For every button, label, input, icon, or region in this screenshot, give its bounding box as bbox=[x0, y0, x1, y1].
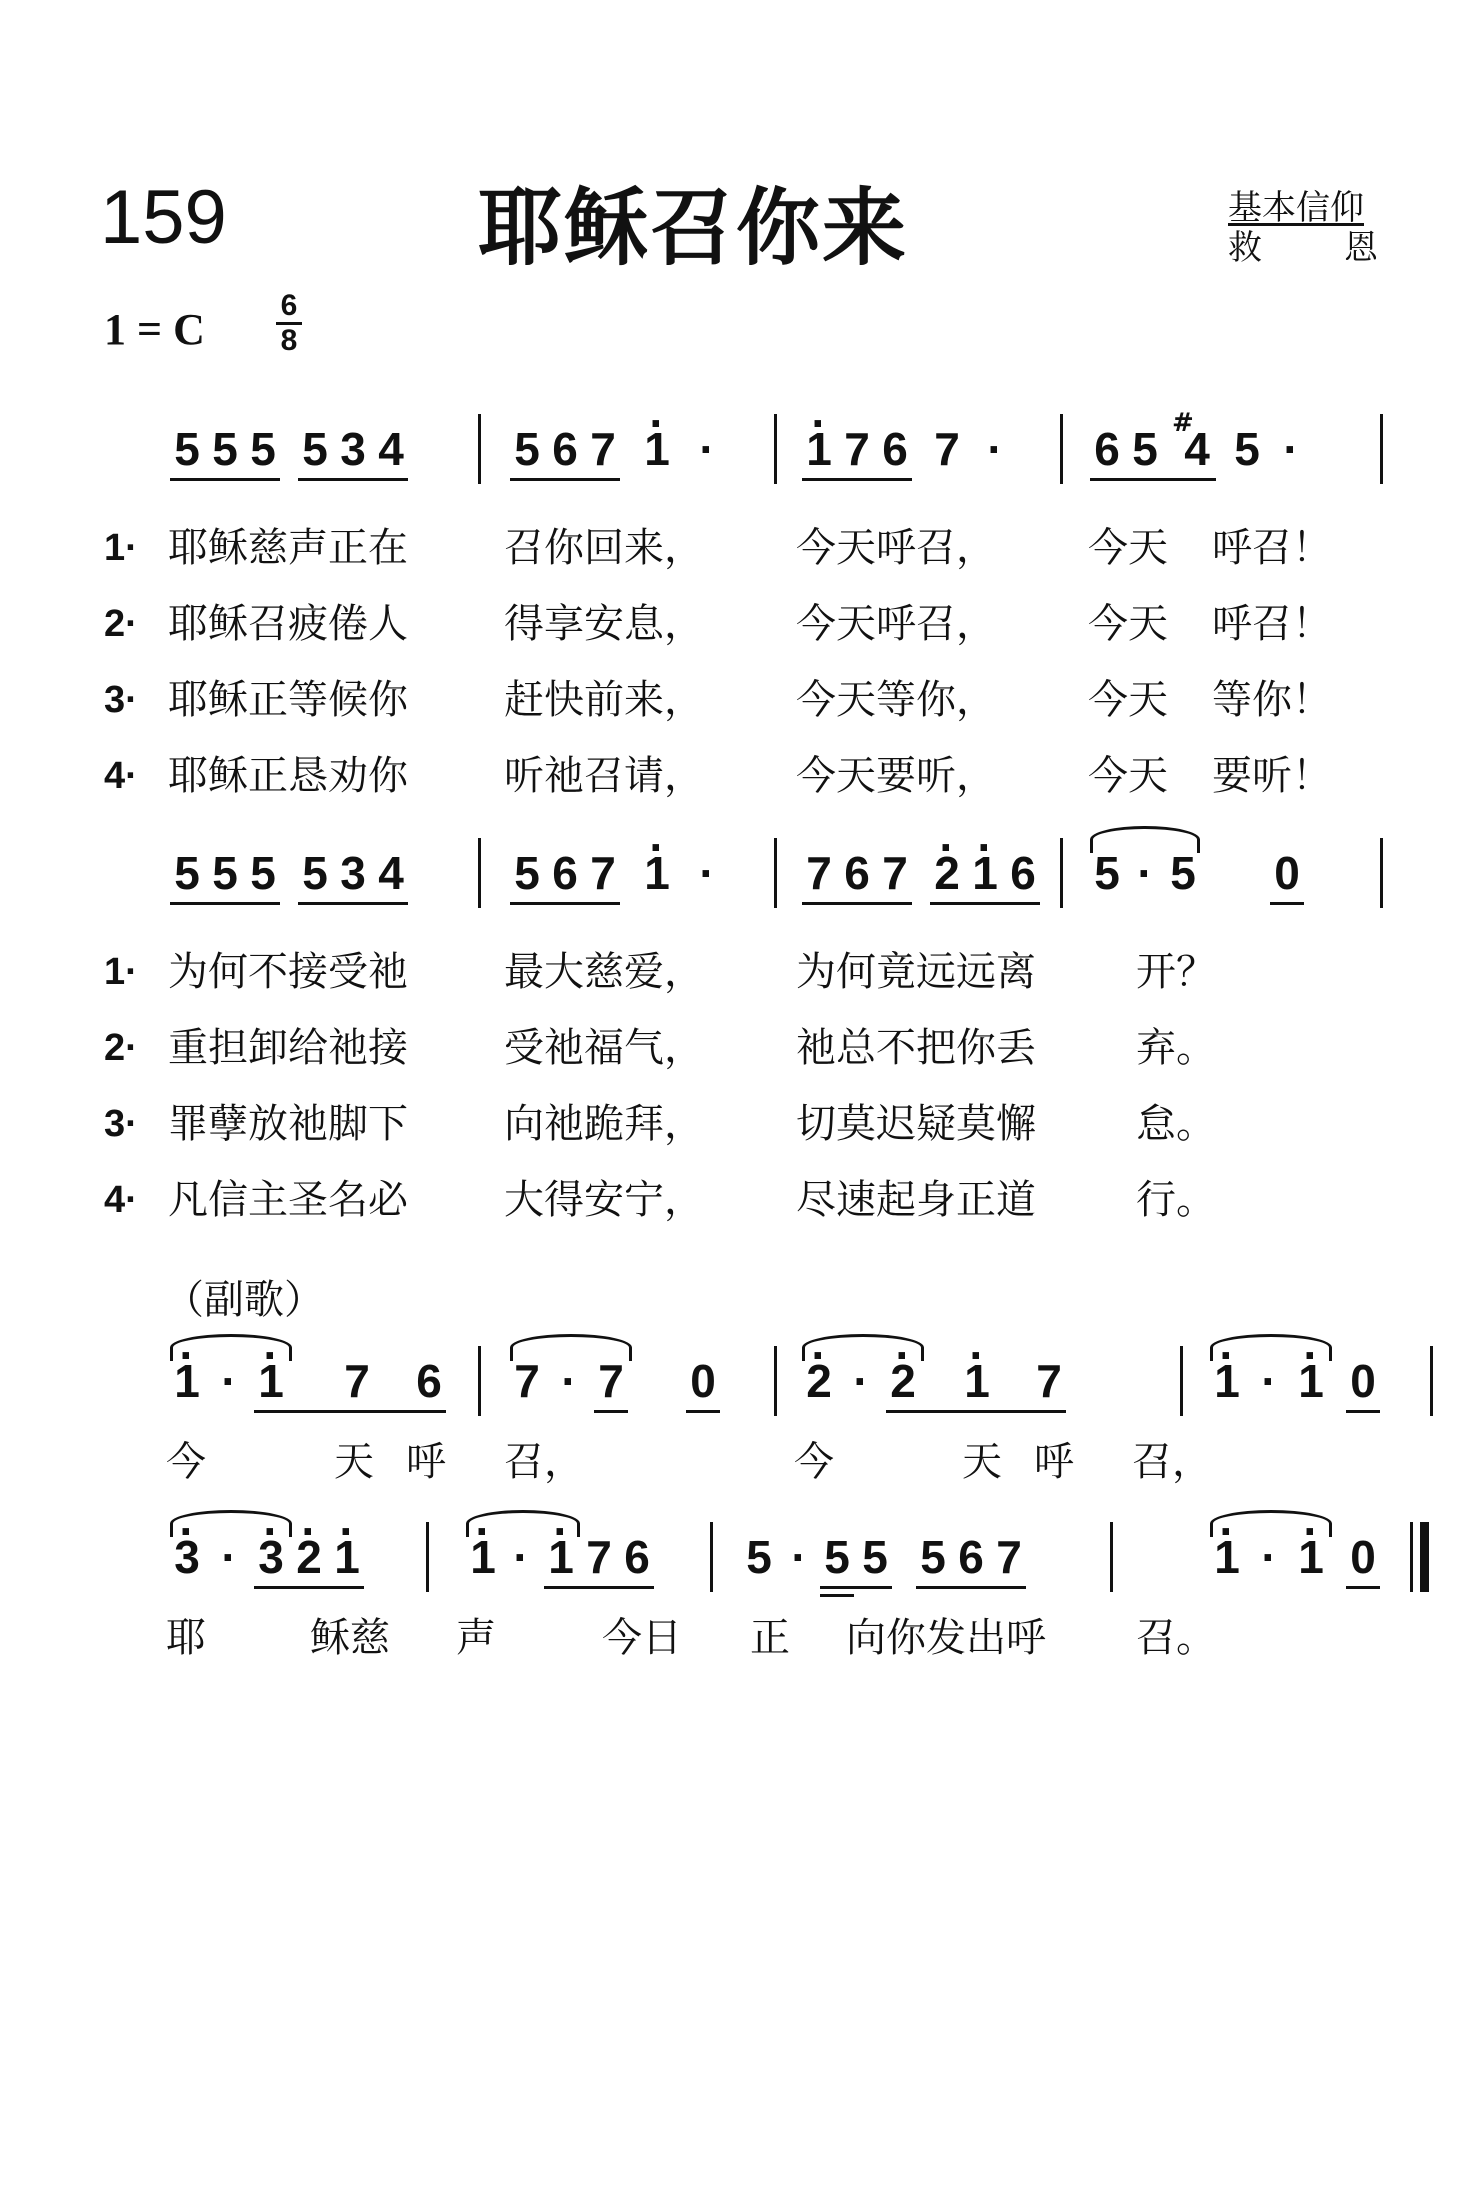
final-barline-thin bbox=[1410, 1522, 1413, 1592]
note: 6 bbox=[552, 847, 578, 899]
lyric-segment: 最大慈爱， bbox=[504, 949, 704, 995]
beam bbox=[298, 902, 408, 905]
note: · bbox=[221, 1531, 237, 1583]
note: · 1 bbox=[330, 1534, 364, 1580]
verse-number: 1· bbox=[104, 951, 138, 993]
beam bbox=[820, 1586, 892, 1589]
note: · bbox=[221, 1355, 237, 1407]
note: · 2 bbox=[930, 850, 964, 896]
note: · 1 bbox=[170, 1358, 204, 1404]
category-sub-a: 救 bbox=[1228, 228, 1262, 268]
lyric-segment: 切莫迟疑莫懈 bbox=[796, 1101, 1036, 1147]
barline bbox=[426, 1522, 429, 1592]
lyric-char: 呼 bbox=[406, 1439, 446, 1485]
chorus-label: （副歌） bbox=[164, 1277, 324, 1323]
note: 0 bbox=[1350, 1531, 1376, 1583]
lyric-char: 天 bbox=[334, 1439, 374, 1485]
note: 5 bbox=[1234, 423, 1260, 475]
note: · 1 bbox=[1294, 1358, 1328, 1404]
beam bbox=[1270, 902, 1304, 905]
note: 5 bbox=[302, 847, 328, 899]
beam bbox=[886, 1410, 1066, 1413]
note: · 1 bbox=[640, 850, 674, 896]
verse-number: 2· bbox=[104, 603, 138, 645]
lyric-segment: 呼召！ bbox=[1212, 601, 1332, 647]
category-sub-b: 恩 bbox=[1344, 228, 1378, 268]
verse-number: 1· bbox=[104, 527, 138, 569]
barline bbox=[1180, 1346, 1183, 1416]
beam bbox=[170, 478, 280, 481]
sharp-sign: # bbox=[1172, 408, 1194, 438]
barline bbox=[1430, 1346, 1433, 1416]
barline bbox=[1380, 838, 1383, 908]
note: · bbox=[791, 1531, 807, 1583]
note: · bbox=[1283, 423, 1299, 475]
lyric-char: 稣慈 bbox=[310, 1615, 390, 1661]
lyric-segment: 等你！ bbox=[1212, 677, 1332, 723]
note: 7 bbox=[996, 1531, 1022, 1583]
note: 5 bbox=[514, 423, 540, 475]
lyric-segment: 耶稣慈声正在 bbox=[168, 525, 408, 571]
lyric-char: 今 bbox=[794, 1439, 834, 1485]
lyric-segment: 尽速起身正道 bbox=[796, 1177, 1036, 1223]
lyric-char: 正 bbox=[750, 1615, 790, 1661]
barline bbox=[774, 1346, 777, 1416]
note: 5 bbox=[250, 423, 276, 475]
lyric-segment: 为何竟远远离 bbox=[796, 949, 1036, 995]
note: 7 bbox=[598, 1355, 624, 1407]
note: · bbox=[987, 423, 1003, 475]
time-bottom: 8 bbox=[280, 324, 298, 357]
note: · 1 bbox=[1294, 1534, 1328, 1580]
note: 4 bbox=[378, 423, 404, 475]
beam bbox=[802, 478, 912, 481]
beam bbox=[1090, 478, 1216, 481]
lyric-segment: 要听！ bbox=[1212, 753, 1332, 799]
barline bbox=[710, 1522, 713, 1592]
note: 6 bbox=[552, 423, 578, 475]
barline bbox=[1380, 414, 1383, 484]
lyric-char: 呼 bbox=[1034, 1439, 1074, 1485]
beam bbox=[254, 1586, 364, 1589]
note: 7 bbox=[344, 1355, 370, 1407]
note: 6 bbox=[1010, 847, 1036, 899]
note: · 1 bbox=[968, 850, 1002, 896]
lyric-segment: 开？ bbox=[1136, 949, 1216, 995]
category-sub bbox=[1228, 228, 1378, 268]
lyric-char: 向你发出呼 bbox=[846, 1615, 1046, 1661]
note: · bbox=[513, 1531, 529, 1583]
note: · bbox=[699, 423, 715, 475]
lyric-char: 召， bbox=[1132, 1439, 1212, 1485]
lyric-segment: 祂总不把你丢 bbox=[796, 1025, 1036, 1071]
note: 4 bbox=[378, 847, 404, 899]
note: · 1 bbox=[1210, 1358, 1244, 1404]
note: 5 bbox=[174, 847, 200, 899]
beam bbox=[170, 902, 280, 905]
note: 7 bbox=[514, 1355, 540, 1407]
note: 7 bbox=[586, 1531, 612, 1583]
note: · bbox=[699, 847, 715, 899]
note: 5 bbox=[212, 847, 238, 899]
note: 6 bbox=[844, 847, 870, 899]
note: 0 bbox=[1274, 847, 1300, 899]
note: · 1 bbox=[640, 426, 674, 472]
beam bbox=[686, 1410, 720, 1413]
note: · 1 bbox=[960, 1358, 994, 1404]
lyric-segment: 赶快前来， bbox=[504, 677, 704, 723]
beam bbox=[594, 1410, 628, 1413]
lyric-char: 今 bbox=[166, 1439, 206, 1485]
beam bbox=[510, 902, 620, 905]
note: 7 bbox=[590, 423, 616, 475]
note: 5 bbox=[250, 847, 276, 899]
note: · bbox=[1137, 847, 1153, 899]
lyric-char: 召。 bbox=[1136, 1615, 1216, 1661]
lyric-segment: 今天呼召， bbox=[796, 525, 996, 571]
lyric-segment: 凡信主圣名必 bbox=[168, 1177, 408, 1223]
note: · bbox=[853, 1355, 869, 1407]
time-signature bbox=[276, 289, 302, 357]
beam bbox=[930, 902, 1040, 905]
lyric-segment: 呼召！ bbox=[1212, 525, 1332, 571]
beam bbox=[820, 1594, 854, 1597]
note: · 2 bbox=[886, 1358, 920, 1404]
lyric-segment: 受祂福气， bbox=[504, 1025, 704, 1071]
beam bbox=[272, 1410, 446, 1413]
note: 6 bbox=[416, 1355, 442, 1407]
beam bbox=[802, 902, 912, 905]
hymn-title: 耶稣召你来 bbox=[478, 179, 909, 277]
lyric-segment: 今天 bbox=[1088, 525, 1168, 571]
note: · bbox=[1261, 1531, 1277, 1583]
final-barline-thick bbox=[1420, 1522, 1429, 1592]
category-main: 基本信仰 bbox=[1228, 188, 1364, 228]
note: 5 bbox=[174, 423, 200, 475]
note: 5 bbox=[1094, 847, 1120, 899]
lyric-segment: 今天 bbox=[1088, 677, 1168, 723]
barline bbox=[478, 838, 481, 908]
lyric-segment: 听祂召请， bbox=[504, 753, 704, 799]
barline bbox=[1060, 414, 1063, 484]
lyric-segment: 耶稣正恳劝你 bbox=[168, 753, 408, 799]
barline bbox=[774, 414, 777, 484]
time-top: 6 bbox=[280, 289, 298, 322]
note: · 1 bbox=[466, 1534, 500, 1580]
barline bbox=[478, 414, 481, 484]
note: 6 bbox=[1094, 423, 1120, 475]
lyric-segment: 弃。 bbox=[1136, 1025, 1216, 1071]
note: · 2 bbox=[292, 1534, 326, 1580]
lyric-segment: 向祂跪拜， bbox=[504, 1101, 704, 1147]
note: 5 bbox=[212, 423, 238, 475]
verse-number: 3· bbox=[104, 1103, 138, 1145]
lyric-char: 召， bbox=[504, 1439, 584, 1485]
note: 7 bbox=[882, 847, 908, 899]
note: 0 bbox=[690, 1355, 716, 1407]
note: · bbox=[561, 1355, 577, 1407]
note: 5 bbox=[746, 1531, 772, 1583]
note: 0 bbox=[1350, 1355, 1376, 1407]
note: · 1 bbox=[802, 426, 836, 472]
lyric-char: 今日 bbox=[602, 1615, 682, 1661]
lyric-segment: 今天要听， bbox=[796, 753, 996, 799]
note: 6 bbox=[882, 423, 908, 475]
lyric-segment: 得享安息， bbox=[504, 601, 704, 647]
lyric-segment: 今天等你， bbox=[796, 677, 996, 723]
lyric-segment: 重担卸给祂接 bbox=[168, 1025, 408, 1071]
lyric-segment: 耶稣正等候你 bbox=[168, 677, 408, 723]
lyric-segment: 今天 bbox=[1088, 753, 1168, 799]
verse-number: 2· bbox=[104, 1027, 138, 1069]
beam bbox=[544, 1586, 654, 1589]
note: 5 bbox=[824, 1531, 850, 1583]
note: 7 bbox=[1036, 1355, 1062, 1407]
verse-number: 3· bbox=[104, 679, 138, 721]
lyric-segment: 召你回来， bbox=[504, 525, 704, 571]
note: 5 bbox=[920, 1531, 946, 1583]
lyric-segment: 罪孽放祂脚下 bbox=[168, 1101, 408, 1147]
category bbox=[1228, 188, 1378, 268]
note: · bbox=[1261, 1355, 1277, 1407]
note: 7 bbox=[806, 847, 832, 899]
key-signature: 1 = C bbox=[104, 305, 205, 354]
note: 3 bbox=[340, 847, 366, 899]
note: 5 bbox=[1132, 423, 1158, 475]
lyric-segment: 怠。 bbox=[1136, 1101, 1216, 1147]
note: 5 bbox=[514, 847, 540, 899]
verse-number: 4· bbox=[104, 1179, 138, 1221]
note: 6 bbox=[958, 1531, 984, 1583]
note: · 1 bbox=[544, 1534, 578, 1580]
note: 4 bbox=[1184, 423, 1210, 475]
note: · 1 bbox=[1210, 1534, 1244, 1580]
note: 6 bbox=[624, 1531, 650, 1583]
note: 7 bbox=[590, 847, 616, 899]
beam bbox=[510, 478, 620, 481]
verse-number: 4· bbox=[104, 755, 138, 797]
barline bbox=[774, 838, 777, 908]
note: · 3 bbox=[170, 1534, 204, 1580]
lyric-segment: 耶稣召疲倦人 bbox=[168, 601, 408, 647]
barline bbox=[478, 1346, 481, 1416]
hymn-number: 159 bbox=[100, 175, 227, 260]
lyric-segment: 行。 bbox=[1136, 1177, 1216, 1223]
note: 3 bbox=[340, 423, 366, 475]
note: 7 bbox=[934, 423, 960, 475]
lyric-char: 声 bbox=[456, 1615, 496, 1661]
beam bbox=[298, 478, 408, 481]
beam bbox=[1346, 1586, 1380, 1589]
note: · 2 bbox=[802, 1358, 836, 1404]
lyric-char: 耶 bbox=[166, 1615, 206, 1661]
barline bbox=[1060, 838, 1063, 908]
note: 7 bbox=[844, 423, 870, 475]
beam bbox=[1346, 1410, 1380, 1413]
lyric-segment: 大得安宁， bbox=[504, 1177, 704, 1223]
lyric-segment: 为何不接受祂 bbox=[168, 949, 408, 995]
beam bbox=[916, 1586, 1026, 1589]
lyric-segment: 今天呼召， bbox=[796, 601, 996, 647]
note: · 3 bbox=[254, 1534, 288, 1580]
note: 5 bbox=[302, 423, 328, 475]
note: 5 bbox=[862, 1531, 888, 1583]
note: · 1 bbox=[254, 1358, 288, 1404]
lyric-char: 天 bbox=[962, 1439, 1002, 1485]
barline bbox=[1110, 1522, 1113, 1592]
note: 5 bbox=[1170, 847, 1196, 899]
lyric-segment: 今天 bbox=[1088, 601, 1168, 647]
